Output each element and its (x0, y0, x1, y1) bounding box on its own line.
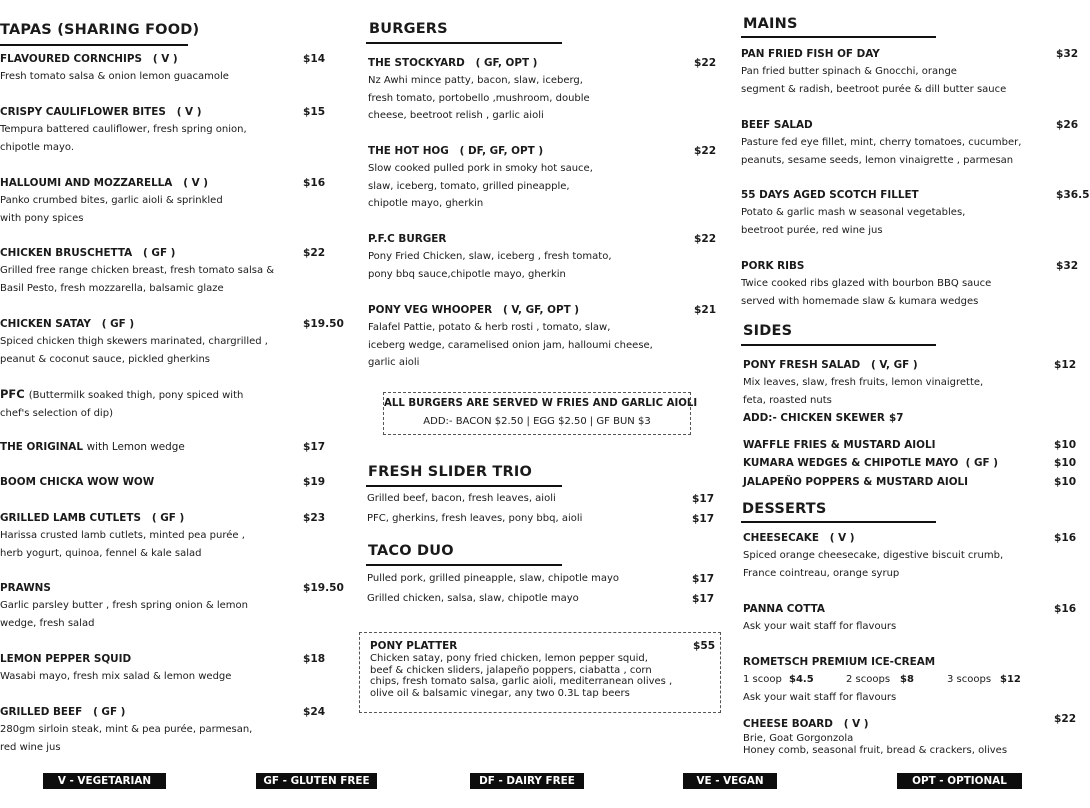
item-price: $16 (303, 177, 326, 189)
addon-price: $7 (889, 412, 904, 425)
menu-item-poppers (743, 473, 1080, 491)
menu-item-boom-chicka (0, 473, 340, 491)
item-desc: peanut & coconut sauce, pickled gherkins (0, 353, 211, 365)
platter-box (359, 632, 721, 713)
item-desc: red wine jus (0, 741, 61, 753)
item-name: CHEESECAKE (743, 532, 819, 544)
item-name: PONY FRESH SALAD (743, 359, 861, 371)
desserts-title: DESSERTS (742, 501, 827, 517)
item-desc: Potato & garlic mash w seasonal vegetables, (741, 207, 966, 218)
platter-price: $55 (693, 640, 716, 652)
item-tag: ( GF ) (93, 706, 126, 718)
menu-item-cornchips (0, 50, 340, 86)
item-desc: PFC, gherkins, fresh leaves, pony bbq, aioli (367, 513, 583, 524)
item-price: $18 (303, 653, 326, 665)
item-price: $10 (1054, 439, 1077, 451)
item-name: CHICKEN SATAY (0, 318, 91, 330)
item-desc: served with homemade slaw & kumara wedges (741, 295, 979, 307)
item-desc: pony bbq sauce,chipotle mayo, gherkin (368, 268, 566, 280)
item-price: $36.5 (1056, 189, 1090, 201)
item-desc: Grilled free range chicken breast, fresh tomato salsa & (0, 265, 275, 276)
item-tag: ( GF ) (101, 318, 135, 330)
menu-item-waffle-fries (743, 436, 1080, 454)
sides-rule (741, 344, 936, 346)
menu-item-original (0, 438, 340, 456)
taco-item-pork (367, 570, 717, 588)
item-price: $19 (303, 476, 326, 488)
menu-item-cauliflower (0, 103, 340, 156)
item-name: WAFFLE FRIES & MUSTARD AIOLI (743, 439, 936, 451)
item-desc: Spiced orange cheesecake, digestive biscuit crumb, (743, 550, 1004, 561)
item-price: $22 (694, 233, 717, 245)
taco-rule (366, 564, 562, 566)
menu-item-cheesecake (743, 529, 1080, 582)
taco-title: TACO DUO (368, 543, 454, 559)
menu-item-beef-salad (741, 116, 1080, 169)
item-tag: ( GF ) (151, 512, 185, 524)
legend-dairy-free: DF - DAIRY FREE (470, 773, 584, 789)
item-desc: herb yogurt, quinoa, fennel & kale salad (0, 547, 202, 559)
slider-item-beef (367, 490, 717, 508)
item-desc: cheese, beetroot relish , garlic aioli (368, 110, 544, 122)
item-desc: Pan fried butter spinach & Gnocchi, orange (741, 66, 957, 77)
item-price: $15 (303, 106, 326, 118)
item-name: BOOM CHICKA WOW WOW (0, 476, 155, 488)
item-price: $26 (1056, 119, 1079, 131)
item-name: THE HOT HOG (368, 145, 449, 157)
item-desc: Twice cooked ribs glazed with bourbon BBQ sauce (741, 278, 992, 289)
tapas-title: TAPAS (SHARING FOOD) (0, 22, 200, 38)
menu-item-veg-whooper (368, 301, 718, 372)
desserts-rule (741, 521, 936, 523)
item-desc: with pony spices (0, 212, 84, 224)
item-desc: chef's selection of dip) (0, 408, 113, 419)
item-desc: garlic aioli (368, 357, 420, 369)
cheese-board-price: $22 (1054, 713, 1077, 725)
scoop-1-label: 1 scoop (743, 674, 782, 685)
item-name: FLAVOURED CORNCHIPS (0, 53, 142, 65)
item-name: KUMARA WEDGES & CHIPOTLE MAYO (743, 457, 959, 469)
menu-item-fish (741, 45, 1080, 98)
item-price: $21 (694, 304, 717, 316)
item-desc: segment & radish, beetroot purée & dill butter sauce (741, 83, 1007, 95)
item-name: PRAWNS (0, 582, 51, 594)
item-price: $22 (694, 57, 717, 69)
item-price: $10 (1054, 476, 1077, 488)
item-tag: ( V ) (152, 53, 178, 65)
scoop-3-label: 3 scoops (947, 674, 992, 685)
item-desc: chipotle mayo. (0, 141, 75, 153)
item-name: BEEF SALAD (741, 119, 813, 131)
item-name: PONY VEG WHOOPER (368, 304, 493, 316)
legend-vegan: VE - VEGAN (683, 773, 777, 789)
ice-cream-prices (743, 671, 1080, 689)
item-tag: ( V ) (183, 177, 208, 189)
item-price: $19.50 (303, 318, 344, 330)
item-desc: Brie, Goat Gorgonzola (743, 733, 854, 744)
item-name: CRISPY CAULIFLOWER BITES (0, 106, 166, 118)
menu-item-bruschetta (0, 244, 340, 297)
item-desc: Panko crumbed bites, garlic aioli & sprinkled (0, 195, 223, 206)
item-name: THE STOCKYARD (368, 57, 465, 69)
menu-item-grilled-beef (0, 703, 340, 756)
item-name: HALLOUMI AND MOZZARELLA (0, 177, 173, 189)
item-desc: Grilled chicken, salsa, slaw, chipotle mayo (367, 593, 579, 604)
item-price: $32 (1056, 260, 1079, 272)
scoop-3-price: $12 (1000, 674, 1021, 685)
item-price: $22 (694, 145, 717, 157)
item-tag: ( GF ) (965, 457, 998, 469)
burgers-rule (366, 42, 562, 44)
item-desc: Ask your wait staff for flavours (743, 621, 897, 632)
item-price: $23 (303, 512, 326, 524)
sides-title: SIDES (743, 323, 793, 339)
item-tag: ( GF ) (143, 247, 176, 259)
burger-note-box (383, 392, 698, 435)
item-desc: Wasabi mayo, fresh mix salad & lemon wedge (0, 671, 232, 682)
menu-item-pfc (0, 385, 340, 423)
menu-item-lamb (0, 509, 340, 562)
taco-item-chicken (367, 590, 717, 608)
item-desc: Honey comb, seasonal fruit, bread & crackers, olives (743, 745, 1008, 756)
item-price: $17 (692, 593, 715, 605)
menu-item-panna-cotta (743, 600, 1080, 636)
item-desc: 280gm sirloin steak, mint & pea purée, parmesan, (0, 724, 253, 735)
platter-desc: Chicken satay, pony fried chicken, lemon pepper squid, (370, 653, 648, 664)
menu-item-pfc-burger (368, 230, 718, 283)
slider-rule (366, 485, 562, 487)
item-desc: slaw, iceberg, tomato, grilled pineapple, (368, 180, 570, 192)
item-name: PANNA COTTA (743, 603, 825, 615)
platter-desc: chips, fresh tomato salsa, garlic aioli, mediterranean olives , (370, 676, 673, 687)
item-desc: Falafel Pattie, potato & herb rosti , tomato, slaw, (368, 322, 611, 333)
item-price: $17 (692, 493, 715, 505)
item-desc: wedge, fresh salad (0, 617, 95, 629)
item-name: GRILLED LAMB CUTLETS (0, 512, 141, 524)
item-desc: Basil Pesto, fresh mozzarella, balsamic glaze (0, 282, 224, 294)
item-desc: Harissa crusted lamb cutlets, minted pea purée , (0, 530, 245, 541)
burger-note-addons: ADD:- BACON $2.50 | EGG $2.50 | GF BUN $3 (423, 415, 651, 427)
platter-name: PONY PLATTER (370, 640, 458, 652)
menu-item-ice-cream (743, 653, 1080, 706)
item-tag: ( V ) (843, 718, 869, 730)
item-desc: Fresh tomato salsa & onion lemon guacamole (0, 71, 229, 82)
menu-item-squid (0, 650, 340, 686)
item-name: PAN FRIED FISH OF DAY (741, 48, 880, 60)
item-name: JALAPEÑO POPPERS & MUSTARD AIOLI (743, 476, 969, 488)
scoop-2-label: 2 scoops (846, 674, 891, 685)
item-desc: beetroot purée, red wine jus (741, 224, 883, 236)
legend-vegetarian: V - VEGETARIAN (43, 773, 166, 789)
slider-title: FRESH SLIDER TRIO (368, 464, 533, 480)
menu-item-satay (0, 315, 344, 368)
menu-item-scotch-fillet (741, 186, 1090, 239)
item-name: LEMON PEPPER SQUID (0, 653, 132, 665)
burger-note-title: ALL BURGERS ARE SERVED W FRIES AND GARLIC AIOLI (384, 398, 698, 409)
addon-label: ADD:- CHICKEN SKEWER (743, 412, 885, 425)
item-tag: ( DF, GF, OPT ) (459, 145, 544, 157)
item-price: $17 (303, 441, 326, 453)
item-desc: fresh tomato, portobello ,mushroom, double (368, 92, 590, 104)
item-price: $12 (1054, 359, 1077, 371)
menu-item-kumara (743, 454, 1080, 472)
burgers-title: BURGERS (369, 21, 448, 37)
tapas-rule (0, 44, 188, 46)
item-desc: iceberg wedge, caramelised onion jam, halloumi cheese, (368, 339, 653, 351)
item-tag: ( V, GF, OPT ) (502, 304, 580, 316)
item-desc: chipotle mayo, gherkin (368, 198, 484, 210)
scoop-1-price: $4.5 (789, 674, 814, 685)
item-desc: Pony Fried Chicken, slaw, iceberg , fresh tomato, (368, 251, 612, 262)
item-desc: Garlic parsley butter , fresh spring onion & lemon (0, 600, 248, 611)
item-desc: Ask your wait staff for flavours (743, 691, 897, 703)
item-name: GRILLED BEEF (0, 706, 83, 718)
item-name: CHEESE BOARD (743, 718, 833, 730)
item-desc: Mix leaves, slaw, fresh fruits, lemon vinaigrette, (743, 377, 984, 388)
item-desc: Slow cooked pulled pork in smoky hot sauce, (368, 163, 593, 174)
item-note: with Lemon wedge (86, 441, 185, 453)
item-note: (Buttermilk soaked thigh, pony spiced with (28, 390, 244, 401)
item-name: THE ORIGINAL (0, 441, 83, 453)
item-price: $17 (692, 513, 715, 525)
legend-gluten-free: GF - GLUTEN FREE (256, 773, 377, 789)
menu-item-hot-hog (368, 142, 718, 213)
item-desc: feta, roasted nuts (743, 394, 832, 406)
item-price: $22 (303, 247, 326, 259)
menu-item-halloumi (0, 174, 340, 227)
menu-item-fresh-salad (743, 356, 1080, 427)
menu-item-stockyard (368, 54, 718, 125)
item-price: $16 (1054, 603, 1077, 615)
item-desc: Pasture fed eye fillet, mint, cherry tomatoes, cucumber, (741, 137, 1022, 148)
item-name: P.F.C BURGER (368, 233, 447, 245)
item-desc: Spiced chicken thigh skewers marinated, chargrilled , (0, 336, 268, 347)
item-desc: Tempura battered cauliflower, fresh spring onion, (0, 124, 247, 135)
scoop-2-price: $8 (900, 674, 914, 685)
legend-optional: OPT - OPTIONAL (897, 773, 1022, 789)
mains-title: MAINS (743, 16, 798, 32)
platter-desc: olive oil & balsamic vinegar, any two 0.3L tap beers (370, 687, 630, 699)
item-tag: ( V ) (176, 106, 202, 118)
item-desc: peanuts, sesame seeds, lemon vinaigrette , parmesan (741, 154, 1014, 166)
item-desc: Nz Awhi mince patty, bacon, slaw, iceberg, (368, 75, 583, 86)
item-price: $19.50 (303, 582, 344, 594)
salad-addon (743, 409, 1080, 427)
item-price: $24 (303, 706, 326, 718)
item-name: ROMETSCH PREMIUM ICE-CREAM (743, 656, 936, 668)
mains-rule (741, 36, 936, 38)
item-price: $16 (1054, 532, 1077, 544)
menu-item-prawns (0, 579, 344, 632)
item-desc: Grilled beef, bacon, fresh leaves, aioli (367, 493, 556, 504)
item-name: PFC (0, 387, 25, 401)
item-name: 55 DAYS AGED SCOTCH FILLET (741, 189, 919, 201)
item-tag: ( V ) (829, 532, 855, 544)
item-price: $10 (1054, 457, 1077, 469)
platter-desc: beef & chicken sliders, jalapeño poppers, ciabatta , corn (370, 664, 652, 676)
item-price: $14 (303, 53, 326, 65)
menu-item-cheese-board (743, 716, 1080, 757)
item-name: CHICKEN BRUSCHETTA (0, 247, 133, 259)
item-desc: France cointreau, orange syrup (743, 567, 900, 579)
item-desc: Pulled pork, grilled pineapple, slaw, chipotle mayo (367, 573, 620, 584)
item-price: $32 (1056, 48, 1079, 60)
menu-item-pork-ribs (741, 257, 1080, 310)
item-price: $17 (692, 573, 715, 585)
item-tag: ( GF, OPT ) (475, 57, 538, 69)
item-tag: ( V, GF ) (870, 359, 918, 371)
item-name: PORK RIBS (741, 260, 805, 272)
slider-item-pfc (367, 510, 717, 528)
